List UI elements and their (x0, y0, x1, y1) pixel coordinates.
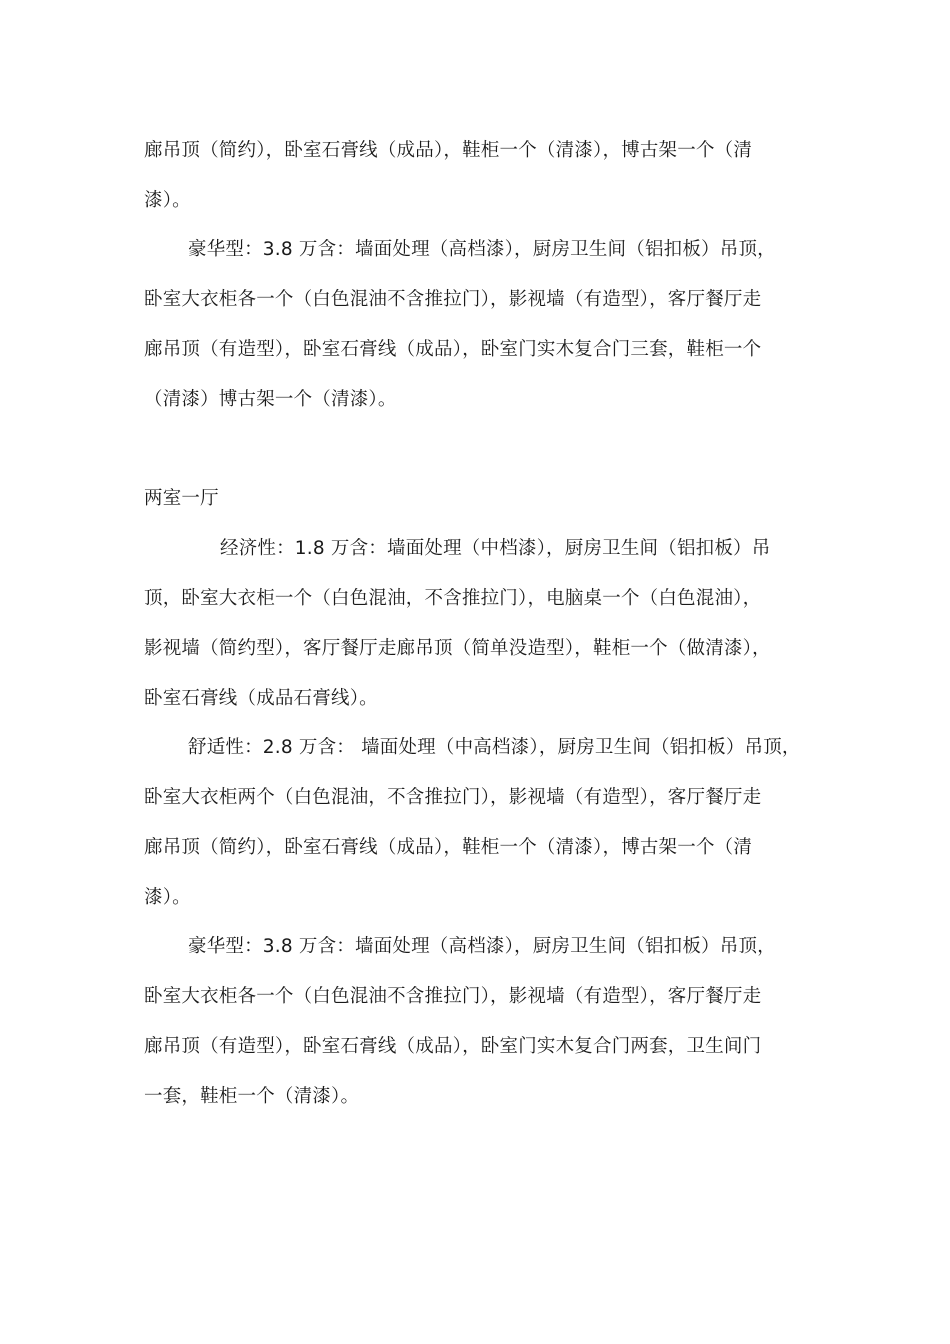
text-line: 廊吊顶（简约），卧室石膏线（成品），鞋柜一个（清漆），博古架一个（清 (144, 837, 753, 858)
paragraph-first-line: 豪华型：3.8 万含：墙面处理（高档漆），厨房卫生间（铝扣板）吊顶， (188, 936, 776, 957)
text-line: 卧室大衣柜两个（白色混油，不含推拉门），影视墙（有造型），客厅餐厅走 (144, 787, 762, 808)
paragraph-first-line: 经济性：1.8 万含：墙面处理（中档漆），厨房卫生间（铝扣板）吊 (220, 538, 771, 559)
text-line: 影视墙（简约型），客厅餐厅走廊吊顶（简单没造型），鞋柜一个（做清漆）， (144, 638, 771, 659)
paragraph-first-line: 豪华型：3.8 万含：墙面处理（高档漆），厨房卫生间（铝扣板）吊顶， (188, 239, 776, 260)
text-line: 廊吊顶（简约），卧室石膏线（成品），鞋柜一个（清漆），博古架一个（清 (144, 140, 753, 161)
text-line: 卧室大衣柜各一个（白色混油不含推拉门），影视墙（有造型），客厅餐厅走 (144, 986, 762, 1007)
paragraph-first-line: 舒适性：2.8 万含： 墙面处理（中高档漆），厨房卫生间（铝扣板）吊顶， (188, 737, 801, 758)
text-line: （清漆）博古架一个（清漆）。 (144, 389, 397, 410)
text-line: 一套，鞋柜一个（清漆）。 (144, 1086, 360, 1107)
section-heading: 两室一厅 (144, 488, 219, 509)
text-line: 漆）。 (144, 190, 191, 211)
text-line: 廊吊顶（有造型），卧室石膏线（成品），卧室门实木复合门两套，卫生间门 (144, 1036, 762, 1057)
text-line: 顶，卧室大衣柜一个（白色混油，不含推拉门），电脑桌一个（白色混油）， (144, 588, 762, 609)
text-line: 卧室大衣柜各一个（白色混油不含推拉门），影视墙（有造型），客厅餐厅走 (144, 289, 762, 310)
text-line: 漆）。 (144, 887, 191, 908)
text-line: 卧室石膏线（成品石膏线）。 (144, 688, 378, 709)
text-line: 廊吊顶（有造型），卧室石膏线（成品），卧室门实木复合门三套，鞋柜一个 (144, 339, 762, 360)
